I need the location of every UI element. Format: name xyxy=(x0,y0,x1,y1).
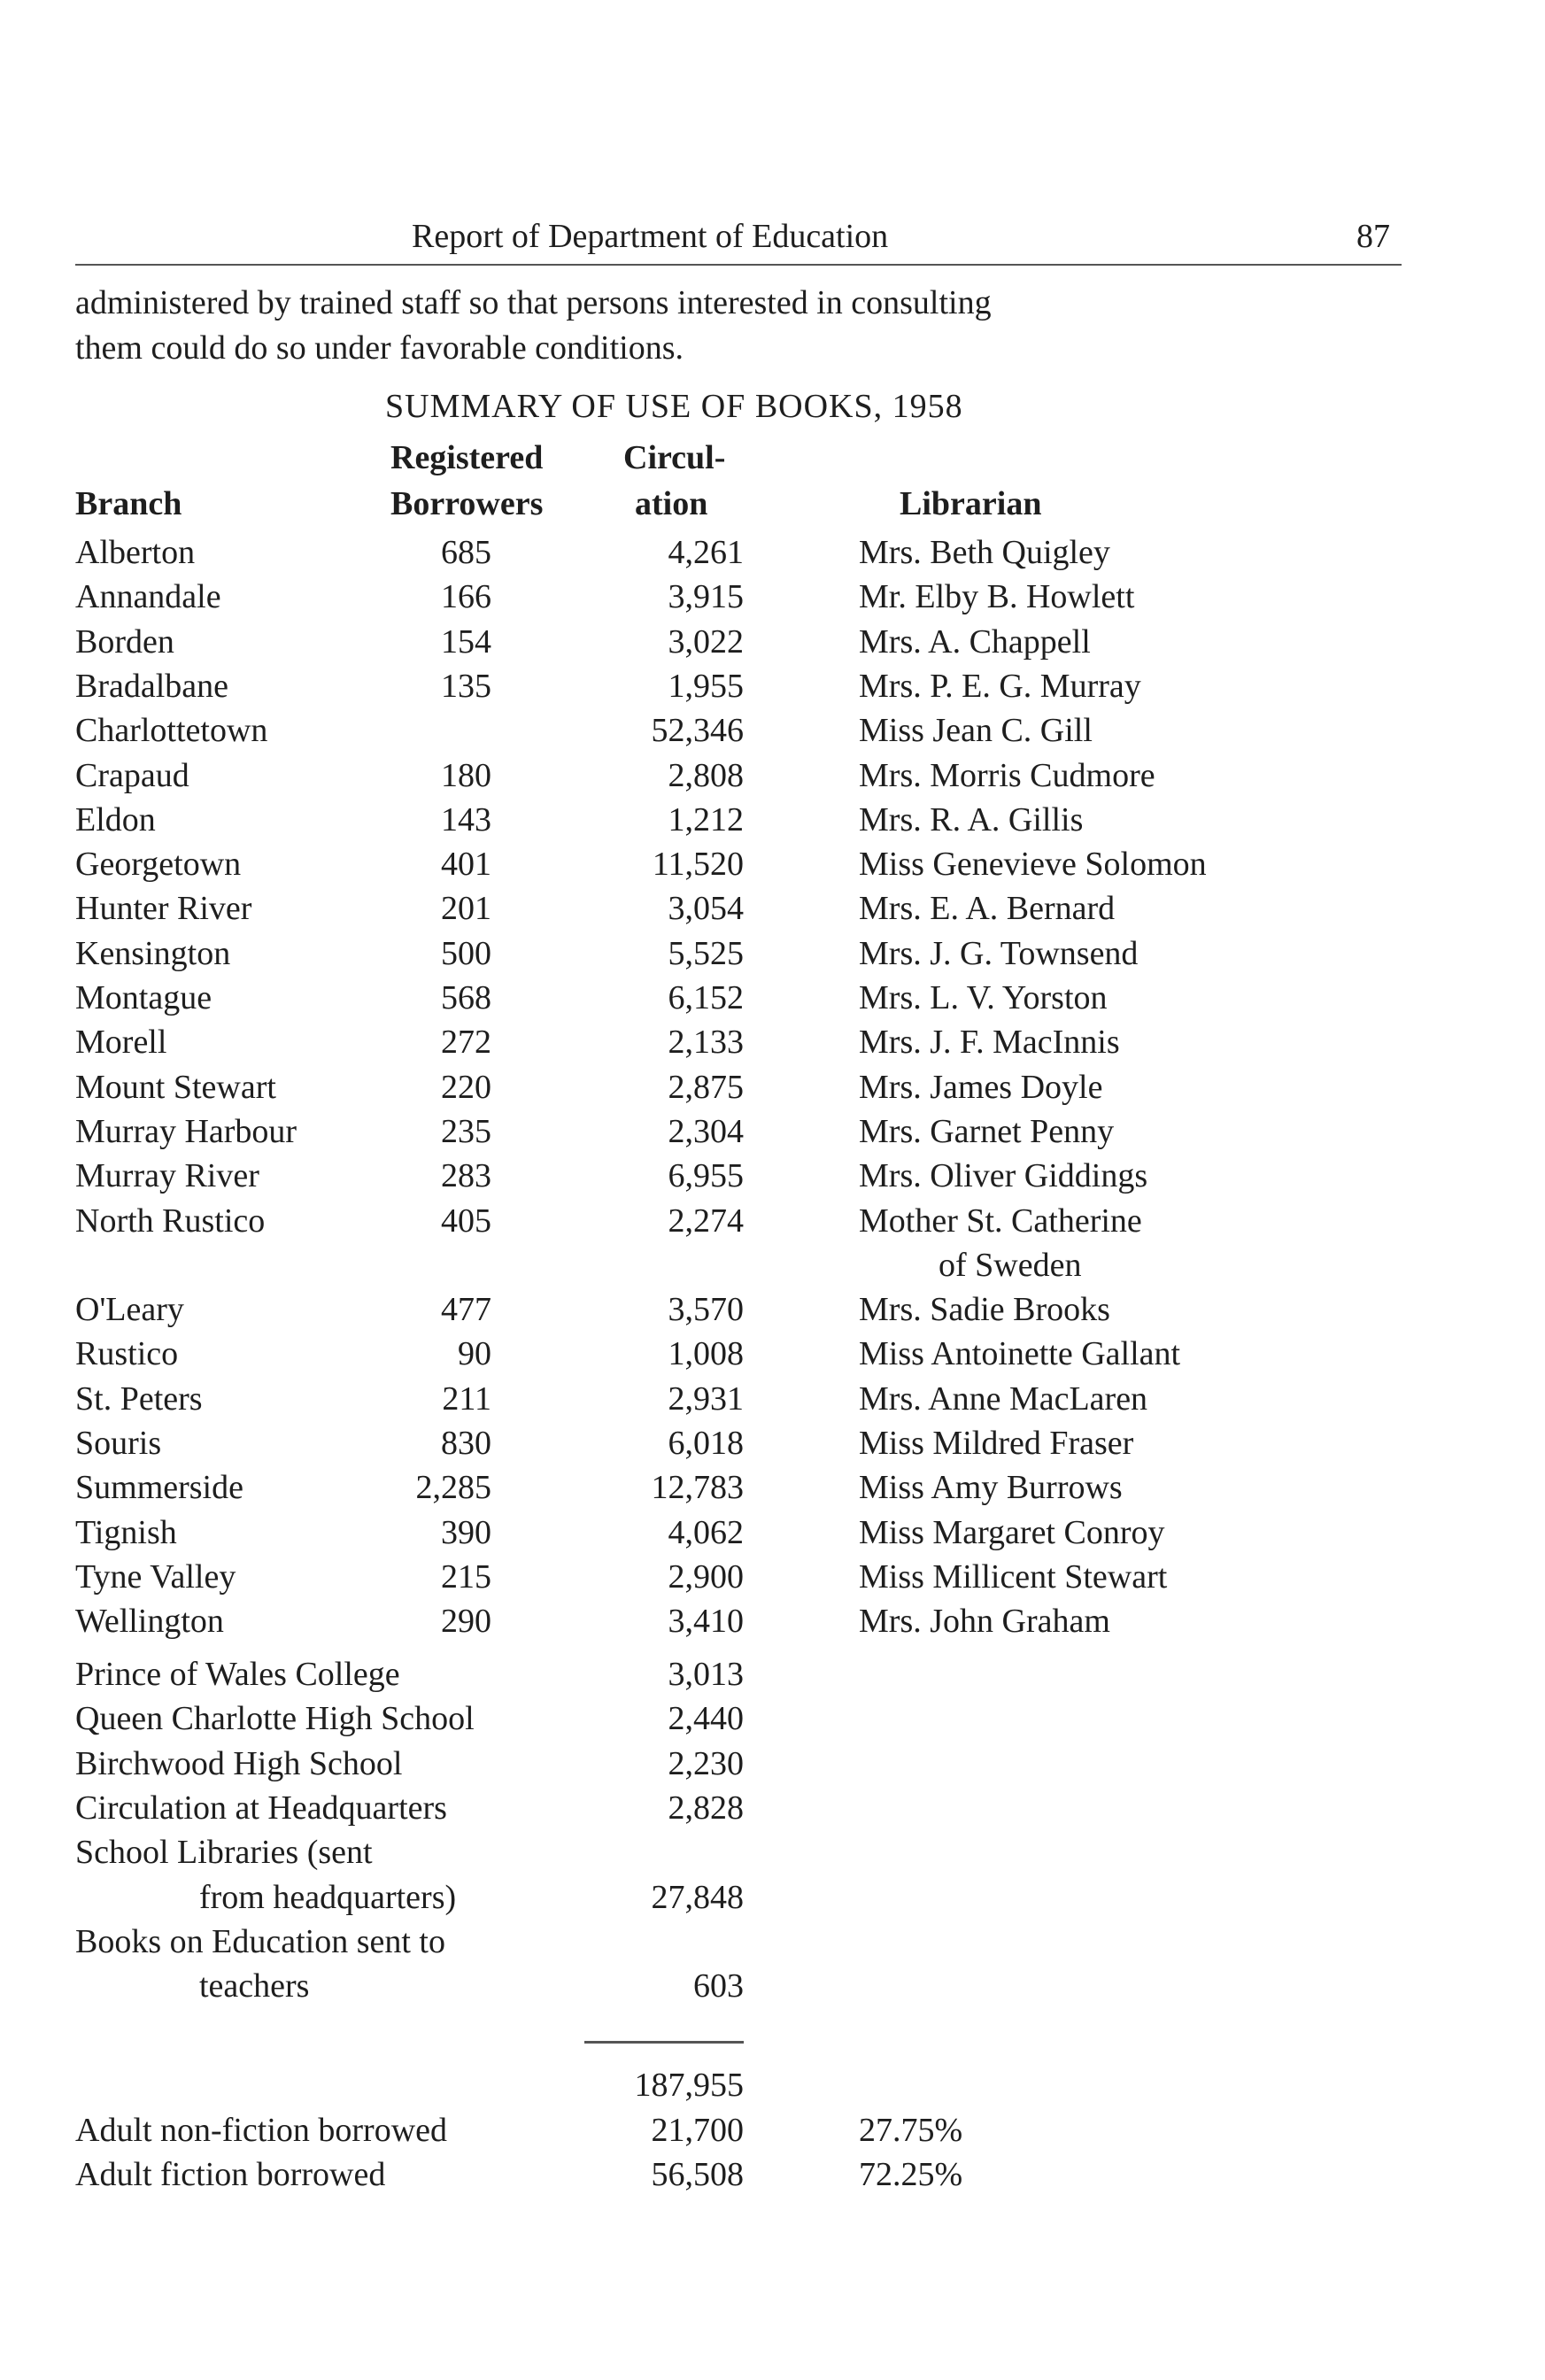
branch-name: Charlottetown xyxy=(75,712,268,750)
librarian-name: Miss Genevieve Solomon xyxy=(859,846,1207,884)
borrowers-value: 90 xyxy=(458,1335,491,1373)
circulation-value: 3,570 xyxy=(668,1291,744,1329)
librarian-name: Mother St. Catherine xyxy=(859,1202,1142,1240)
librarian-name: Mrs. John Graham xyxy=(859,1603,1110,1641)
librarian-name: Mrs. E. A. Bernard xyxy=(859,890,1116,928)
circulation-value: 6,955 xyxy=(668,1157,744,1195)
adult-borrowing-percent: 27.75% xyxy=(859,2112,963,2149)
branch-name: Borden xyxy=(75,622,174,661)
other-circulation-label: Birchwood High School xyxy=(75,1744,403,1782)
borrowers-value: 166 xyxy=(441,578,491,616)
borrowers-value: 500 xyxy=(441,934,491,972)
branch-name: Tignish xyxy=(75,1513,177,1551)
circulation-value: 11,520 xyxy=(652,846,744,884)
other-circulation-value: 2,828 xyxy=(668,1789,744,1827)
branch-name: Murray Harbour xyxy=(75,1112,297,1150)
borrowers-value: 685 xyxy=(441,534,491,571)
branch-name: Wellington xyxy=(75,1603,224,1641)
librarian-name: Miss Margaret Conroy xyxy=(859,1513,1165,1551)
circulation-value: 2,808 xyxy=(668,756,744,794)
circulation-value: 3,915 xyxy=(668,578,744,616)
other-circulation-label: Queen Charlotte High School xyxy=(75,1700,475,1738)
borrowers-value: 830 xyxy=(441,1425,491,1462)
intro-line-1: administered by trained staff so that persons interested in consulting xyxy=(75,284,992,321)
borrowers-value: 220 xyxy=(441,1068,491,1106)
circulation-value: 2,304 xyxy=(668,1112,744,1150)
branch-name: Annandale xyxy=(75,578,221,616)
librarian-name: Miss Antoinette Gallant xyxy=(859,1335,1181,1373)
other-circulation-label: teachers xyxy=(199,1967,310,2005)
circulation-value: 5,525 xyxy=(668,934,744,972)
branch-name: North Rustico xyxy=(75,1202,266,1240)
librarian-name: Mrs. R. A. Gillis xyxy=(859,800,1084,838)
borrowers-value: 135 xyxy=(441,667,491,705)
branch-name: Morell xyxy=(75,1024,167,1062)
circulation-value: 1,008 xyxy=(668,1335,744,1373)
borrowers-value: 180 xyxy=(441,756,491,794)
adult-borrowing-value: 56,508 xyxy=(651,2156,744,2194)
circulation-value: 2,875 xyxy=(668,1068,744,1106)
col-header-librarian: Librarian xyxy=(900,485,1042,522)
col-header-registered-1: Registered xyxy=(390,439,544,476)
circulation-value: 4,261 xyxy=(668,534,744,571)
intro-line-2: them could do so under favorable conditions. xyxy=(75,329,684,367)
branch-name: Bradalbane xyxy=(75,667,229,705)
librarian-name: Mrs. Morris Cudmore xyxy=(859,756,1155,794)
circulation-value: 6,152 xyxy=(668,979,744,1016)
borrowers-value: 201 xyxy=(441,890,491,928)
branch-name: Murray River xyxy=(75,1157,259,1195)
librarian-name: Mrs. Sadie Brooks xyxy=(859,1291,1110,1329)
circulation-value: 6,018 xyxy=(668,1425,744,1462)
borrowers-value: 568 xyxy=(441,979,491,1016)
circulation-value: 1,955 xyxy=(668,667,744,705)
branch-name: O'Leary xyxy=(75,1291,184,1329)
branch-name: Rustico xyxy=(75,1335,179,1373)
borrowers-value: 143 xyxy=(441,800,491,838)
librarian-name: Mrs. J. G. Townsend xyxy=(859,934,1139,972)
librarian-name: Miss Jean C. Gill xyxy=(859,712,1093,750)
borrowers-value: 477 xyxy=(441,1291,491,1329)
borrowers-value: 215 xyxy=(441,1557,491,1596)
librarian-name: Mrs. James Doyle xyxy=(859,1068,1103,1106)
librarian-name: Mrs. Oliver Giddings xyxy=(859,1157,1148,1195)
librarian-name: of Sweden xyxy=(939,1246,1082,1284)
col-header-circulation-1: Circul- xyxy=(623,439,726,476)
branch-name: Montague xyxy=(75,979,212,1016)
circulation-value: 2,274 xyxy=(668,1202,744,1240)
page-number: 87 xyxy=(1356,218,1390,255)
borrowers-value: 283 xyxy=(441,1157,491,1195)
circulation-value: 2,900 xyxy=(668,1557,744,1596)
borrowers-value: 272 xyxy=(441,1024,491,1062)
adult-borrowing-percent: 72.25% xyxy=(859,2156,963,2194)
other-circulation-label: Circulation at Headquarters xyxy=(75,1789,447,1827)
circulation-value: 3,054 xyxy=(668,890,744,928)
col-header-registered-2: Borrowers xyxy=(390,485,544,522)
col-header-circulation-2: ation xyxy=(635,485,708,522)
branch-name: Hunter River xyxy=(75,890,252,928)
librarian-name: Mrs. L. V. Yorston xyxy=(859,979,1108,1016)
branch-name: Mount Stewart xyxy=(75,1068,276,1106)
circulation-value: 2,931 xyxy=(668,1379,744,1418)
librarian-name: Mrs. P. E. G. Murray xyxy=(859,667,1141,705)
other-circulation-label: Prince of Wales College xyxy=(75,1656,400,1693)
branch-name: Alberton xyxy=(75,534,196,571)
borrowers-value: 405 xyxy=(441,1202,491,1240)
branch-name: Summerside xyxy=(75,1469,243,1507)
running-header-title: Report of Department of Education xyxy=(412,218,889,255)
other-circulation-value: 27,848 xyxy=(651,1878,744,1916)
circulation-value: 1,212 xyxy=(668,800,744,838)
col-header-branch: Branch xyxy=(75,485,182,522)
other-circulation-value: 2,440 xyxy=(668,1700,744,1738)
circulation-value: 2,133 xyxy=(668,1024,744,1062)
circulation-value: 52,346 xyxy=(651,712,744,750)
circulation-value: 12,783 xyxy=(651,1469,744,1507)
borrowers-value: 154 xyxy=(441,622,491,661)
other-circulation-value: 603 xyxy=(693,1967,744,2005)
borrowers-value: 235 xyxy=(441,1112,491,1150)
other-circulation-label: School Libraries (sent xyxy=(75,1834,373,1872)
librarian-name: Miss Millicent Stewart xyxy=(859,1557,1168,1596)
circulation-value: 3,022 xyxy=(668,622,744,661)
total-rule xyxy=(584,2041,744,2044)
circulation-value: 4,062 xyxy=(668,1513,744,1551)
librarian-name: Mrs. Anne MacLaren xyxy=(859,1379,1148,1418)
borrowers-value: 401 xyxy=(441,846,491,884)
table-title: SUMMARY OF USE OF BOOKS, 1958 xyxy=(385,388,963,425)
other-circulation-label: Books on Education sent to xyxy=(75,1922,445,1960)
adult-borrowing-label: Adult non-fiction borrowed xyxy=(75,2112,448,2149)
librarian-name: Mrs. J. F. MacInnis xyxy=(859,1024,1120,1062)
librarian-name: Mrs. Garnet Penny xyxy=(859,1112,1115,1150)
header-rule xyxy=(75,264,1402,266)
librarian-name: Miss Mildred Fraser xyxy=(859,1425,1134,1462)
other-circulation-value: 2,230 xyxy=(668,1744,744,1782)
borrowers-value: 2,285 xyxy=(415,1469,491,1507)
other-circulation-label: from headquarters) xyxy=(199,1878,457,1916)
branch-name: Crapaud xyxy=(75,756,189,794)
librarian-name: Mrs. A. Chappell xyxy=(859,622,1091,661)
librarian-name: Mr. Elby B. Howlett xyxy=(859,578,1135,616)
borrowers-value: 390 xyxy=(441,1513,491,1551)
branch-name: Georgetown xyxy=(75,846,242,884)
total-circulation: 187,955 xyxy=(634,2067,744,2104)
branch-name: Eldon xyxy=(75,800,156,838)
adult-borrowing-value: 21,700 xyxy=(651,2112,744,2149)
borrowers-value: 211 xyxy=(442,1379,491,1418)
branch-name: Tyne Valley xyxy=(75,1557,236,1596)
other-circulation-value: 3,013 xyxy=(668,1656,744,1693)
librarian-name: Mrs. Beth Quigley xyxy=(859,534,1110,571)
adult-borrowing-label: Adult fiction borrowed xyxy=(75,2156,386,2194)
branch-name: Kensington xyxy=(75,934,231,972)
branch-name: Souris xyxy=(75,1425,162,1462)
librarian-name: Miss Amy Burrows xyxy=(859,1469,1123,1507)
borrowers-value: 290 xyxy=(441,1603,491,1641)
branch-name: St. Peters xyxy=(75,1379,203,1418)
circulation-value: 3,410 xyxy=(668,1603,744,1641)
